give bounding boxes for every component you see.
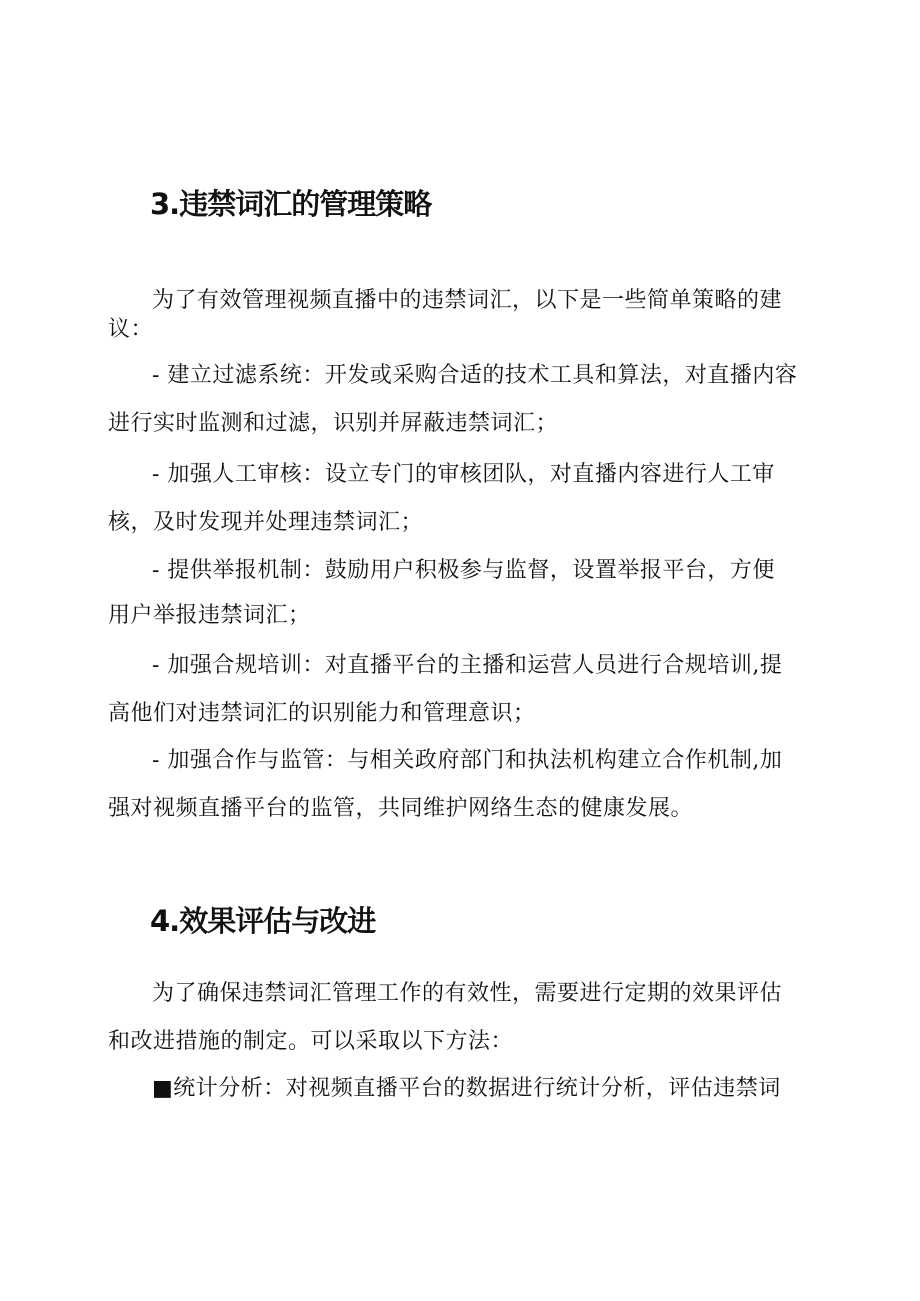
section-3-paragraph-line: 为了有效管理视频直播中的违禁词汇，以下是一些简单策略的建 [152,288,783,313]
section-3-bullet-line: - 加强合作与监管：与相关政府部门和执法机构建立合作机制,加 [152,748,783,773]
section-3-bullet-line: 核，及时发现并处理违禁词汇； [108,510,424,535]
section-4-heading: 4.效果评估与改进 [150,904,376,938]
section-3-paragraph-line: 议： [108,317,154,342]
section-3-heading: 3.违禁词汇的管理策略 [150,187,432,221]
section-3-bullet-line: 强对视频直播平台的监管，共同维护网络生态的健康发展。 [108,796,694,821]
section-3-bullet-line: - 加强合规培训：对直播平台的主播和运营人员进行合规培训,提 [152,653,783,678]
section-3-bullet-line: - 建立过滤系统：开发或采购合适的技术工具和算法，对直播内容 [152,363,798,388]
section-3-bullet-line: - 提供举报机制：鼓励用户积极参与监督，设置举报平台，方便 [152,558,775,583]
section-3-bullet-line: 进行实时监测和过滤，识别并屏蔽违禁词汇； [108,411,559,436]
section-4-bullet-line: ■统计分析：对视频直播平台的数据进行统计分析，评估违禁词 [152,1076,781,1101]
section-4-paragraph-line: 为了确保违禁词汇管理工作的有效性，需要进行定期的效果评估 [152,981,783,1006]
section-3-bullet-line: 高他们对违禁词汇的识别能力和管理意识； [108,701,536,726]
section-3-bullet-line: 用户举报违禁词汇； [108,603,311,628]
section-4-paragraph-line: 和改进措施的制定。可以采取以下方法： [108,1029,514,1054]
section-3-bullet-line: - 加强人工审核：设立专门的审核团队，对直播内容进行人工审 [152,462,775,487]
